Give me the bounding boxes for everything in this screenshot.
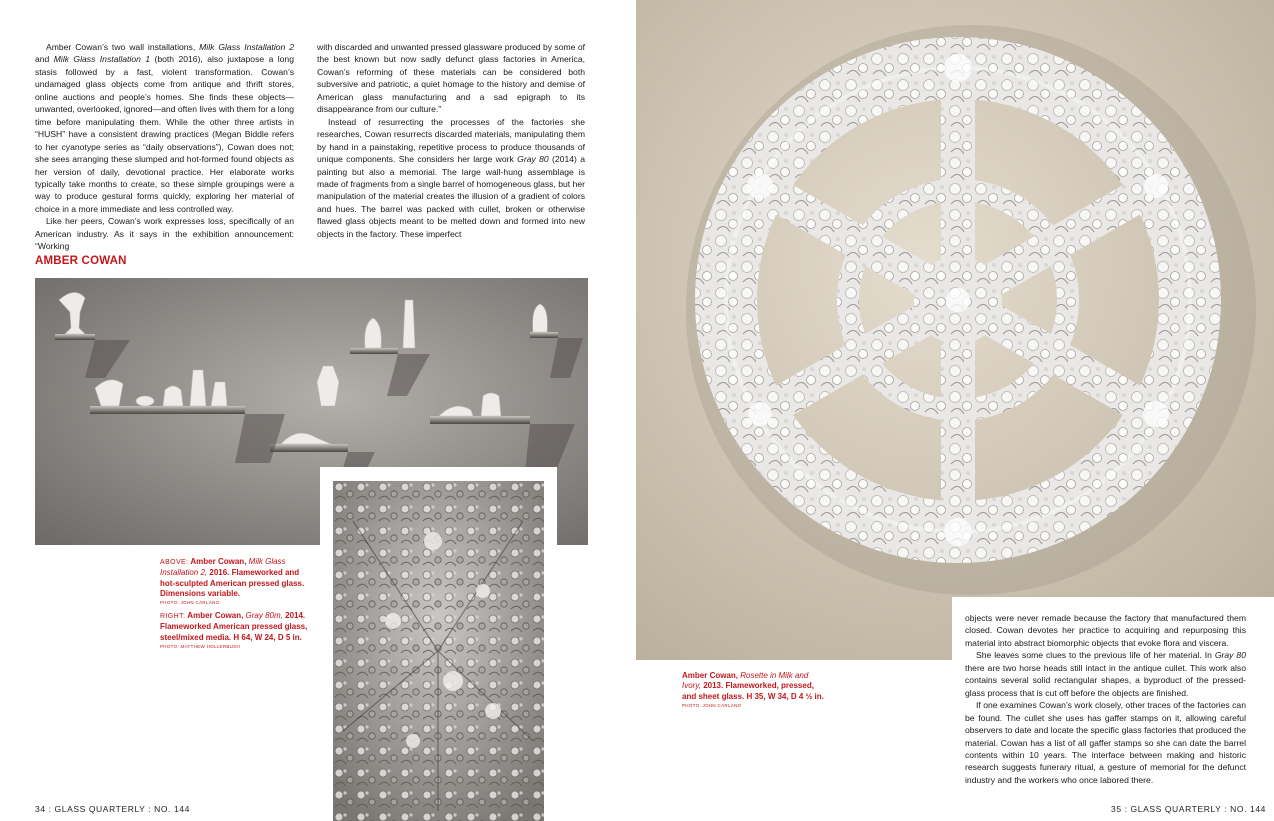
paragraph: with discarded and unwanted pressed glassware produced by some of the best known but now sadly defunct glass factories in America, Cowan’s reforming of these materials can be considered both subversive and patriotic, a quiet homage to the history and demise of American glass manufacturing and a sad epigraph to its disappearance from our culture.” (317, 42, 585, 115)
article-column-1 (35, 41, 294, 253)
paragraph: objects were never remade because the factory that manufactured them closed. Cowan devotes her practice to acquiring and repurposing this material into abstract biomorphic objects that evoke flora and viscera. (965, 613, 1246, 648)
photo-credit: PHOTO: JOHN CARLANO (682, 702, 742, 708)
paragraph: Like her peers, Cowan’s work expresses loss, specifically of an American industry. As it says in the exhibition announcement: “Working (35, 216, 294, 252)
photo-credit: PHOTO: MATTHEW HOLLERBUSH (160, 643, 241, 649)
paragraph: She leaves some clues to the previous life of her material. In Gray 80 there are two horse heads still intact in the antique cullet. This work also contains several solid rectangular shapes, a byproduct of the pressed-glass process that is cut off before the objects are finished. (965, 650, 1246, 698)
article-column-2 (317, 41, 585, 240)
page-folio-right: 35 : GLASS QUARTERLY : NO. 144 (1111, 804, 1267, 814)
article-column-3 (965, 612, 1246, 786)
gray-80-photo (333, 481, 544, 821)
rosette-in-milk-and-ivory-photo (636, 0, 1274, 660)
paragraph: If one examines Cowan’s work closely, other traces of the factories can be found. The cullet she uses has gaffer stamps on it, allowing careful observers to date and locate the specific glass factories that produced the material. Cowan has a list of all gaffer stamps so she can date the barrel contents within 10 years. The interface between making and historic research suggests funerary ritual, a gesture of memorial for the defunct industry and the workers who once labored there. (965, 700, 1246, 785)
caption-above: ABOVE: Amber Cowan, Milk Glass Installation 2, 2016. Flameworked and hot-sculpted American pressed glass. Dimensions variable. PHOTO: JOHN CARLANO (160, 557, 305, 606)
section-heading: AMBER COWAN (35, 255, 127, 267)
page-folio-left: 34 : GLASS QUARTERLY : NO. 144 (35, 804, 191, 814)
caption-right: RIGHT: Amber Cowan, Gray 80m, 2014. Flameworked American pressed glass, steel/mixed media. H 64, W 24, D 5 in. PHOTO: MATTHEW HOLLERBUSH (160, 611, 310, 650)
paragraph: Instead of resurrecting the processes of the factories she researches, Cowan resurrects discarded materials, manipulating them by hand in a painstaking, repetitive process to produce thousands of unique components. She considers her large work Gray 80 (2014) a painting but also a memorial. The large wall-hung assemblage is made of fragments from a single barrel of homogeneous glass, but her manipulation of the material creates the illusion of a gradient of colors and hues. The barrel was packed with cullet, broken or otherwise flawed glass objects meant to be melted down and formed into new objects in the factory. These imperfect (317, 116, 585, 239)
photo-credit: PHOTO: JOHN CARLANO (160, 600, 220, 606)
caption-rosette: Amber Cowan, Rosette in Milk and Ivory, 2013. Flameworked, pressed, and sheet glass. H 35, W 34, D 4 ½ in. PHOTO: JOHN CARLANO (682, 671, 827, 709)
paragraph: Amber Cowan’s two wall installations, Milk Glass Installation 2 and Milk Glass Installation 1 (both 2016), also juxtapose a long stasis followed by a fast, violent transformation. Cowan’s undamaged glass objects come from antique and thrift stores, online auctions and people’s homes. She finds these objects—unwanted, overlooked, ignored—and often lives with them for a long time before manipulating them. While the other three artists in “HUSH” have a consistent drawing practices (Megan Biddle refers to her cyanotype series as “daily observations”), Cowan does not; she sees arranging these slumped and hot-formed found objects as her version of daily, devotional practice. Her elaborate works typically take months to create, so these simple groupings were a way to produce gestural forms quickly, exploring her material of choice in a more immediate and less controlled way. (35, 42, 294, 214)
